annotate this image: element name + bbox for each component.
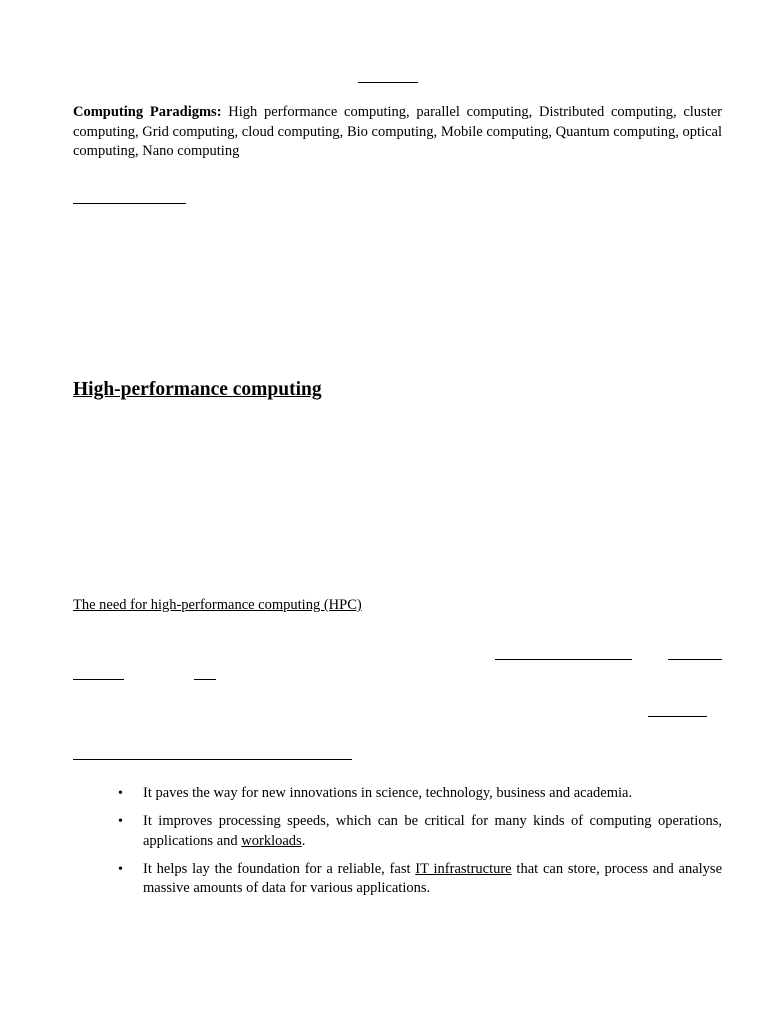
underline-rule [194, 679, 216, 680]
section-subheading: The need for high-performance computing (HPC) [73, 597, 362, 613]
underline-rule [668, 659, 722, 660]
bullet-icon: • [118, 814, 123, 829]
section-heading: High-performance computing [73, 379, 322, 400]
underline-rule [73, 759, 352, 760]
list-item [0, 784, 768, 804]
list-item [0, 860, 768, 899]
bullet-list [0, 784, 768, 907]
bullet-text: It improves processing speeds, which can be critical for many kinds of computing operations, applications and [143, 813, 722, 849]
bullet-text-end: . [301, 832, 306, 849]
underline-rule [73, 679, 124, 680]
bullet-text: It paves the way for new innovations in science, technology, business and academia. [143, 785, 633, 801]
paradigms-list: High performance computing, parallel computing, Distributed computing, cluster computing, Grid computing, cloud computing, Bio computing, Mobile computing, Quantum computing, optical computing, Nano computing [73, 104, 722, 159]
bullet-icon: • [118, 861, 123, 877]
bullet-text: It helps lay the foundation for a reliable, fast [143, 860, 416, 877]
underline-rule [648, 716, 707, 717]
underline-rule [495, 659, 632, 660]
underline-rule [358, 82, 418, 83]
list-item [0, 812, 768, 851]
bullet-text-end: that can store, process and analyse massive amounts of data for various applications. [143, 860, 722, 896]
underline-rule [73, 203, 186, 204]
paradigms-label: Computing Paradigms: [73, 104, 222, 120]
bullet-icon: • [118, 786, 123, 801]
workloads-link[interactable]: workloads [241, 832, 302, 849]
computing-paradigms-paragraph [73, 103, 722, 162]
it-infrastructure-link[interactable]: IT infrastructure [415, 860, 512, 877]
